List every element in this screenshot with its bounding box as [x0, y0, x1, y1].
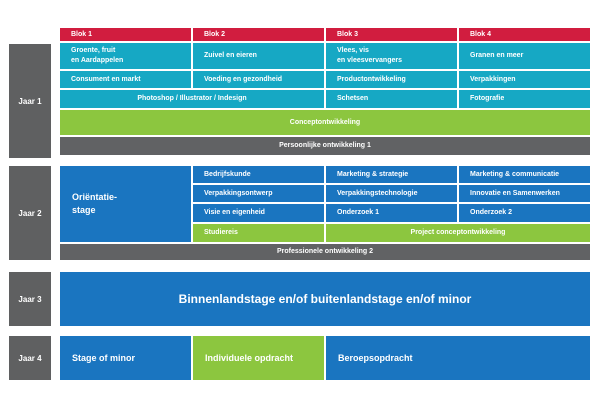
- course-studiereis: Studiereis: [193, 224, 324, 242]
- year-label-4: Jaar 4: [9, 336, 51, 380]
- course-voeding-gezondheid: Voeding en gezondheid: [193, 71, 324, 88]
- block-orientatie-stage: Oriëntatie- stage: [60, 166, 191, 242]
- bar-conceptontwikkeling: Conceptontwikkeling: [60, 110, 590, 135]
- course-verpakkingen: Verpakkingen: [459, 71, 590, 88]
- course-photoshop-illustrator-indesign: Photoshop / Illustrator / Indesign: [60, 90, 324, 108]
- block-header-2: Blok 2: [193, 28, 324, 41]
- block-header-3: Blok 3: [326, 28, 457, 41]
- course-innovatie-samenwerken: Innovatie en Samenwerken: [459, 185, 590, 202]
- course-project-conceptontwikkeling: Project conceptontwikkeling: [326, 224, 590, 242]
- course-consument-markt: Consument en markt: [60, 71, 191, 88]
- course-productontwikkeling: Productontwikkeling: [326, 71, 457, 88]
- course-onderzoek-1: Onderzoek 1: [326, 204, 457, 222]
- block-header-1: Blok 1: [60, 28, 191, 41]
- bar-professionele-ontwikkeling-2: Professionele ontwikkeling 2: [60, 244, 590, 260]
- course-zuivel: Zuivel en eieren: [193, 43, 324, 69]
- course-verpakkingstechnologie: Verpakkingstechnologie: [326, 185, 457, 202]
- course-granen: Granen en meer: [459, 43, 590, 69]
- course-vlees-vis: Vlees, vis en vleesvervangers: [326, 43, 457, 69]
- year-label-2: Jaar 2: [9, 166, 51, 260]
- bar-persoonlijke-ontwikkeling-1: Persoonlijke ontwikkeling 1: [60, 137, 590, 155]
- block-header-4: Blok 4: [459, 28, 590, 41]
- course-verpakkingsontwerp: Verpakkingsontwerp: [193, 185, 324, 202]
- year-label-3: Jaar 3: [9, 272, 51, 326]
- block-individuele-opdracht: Individuele opdracht: [193, 336, 324, 380]
- course-schetsen: Schetsen: [326, 90, 457, 108]
- course-marketing-strategie: Marketing & strategie: [326, 166, 457, 183]
- course-marketing-communicatie: Marketing & communicatie: [459, 166, 590, 183]
- block-stage-of-minor: Stage of minor: [60, 336, 191, 380]
- course-fotografie: Fotografie: [459, 90, 590, 108]
- bar-stage-minor: Binnenlandstage en/of buitenlandstage en/of minor: [60, 272, 590, 326]
- course-groente-fruit: Groente, fruit en Aardappelen: [60, 43, 191, 69]
- course-onderzoek-2: Onderzoek 2: [459, 204, 590, 222]
- course-bedrijfskunde: Bedrijfskunde: [193, 166, 324, 183]
- block-beroepsopdracht: Beroepsopdracht: [326, 336, 590, 380]
- course-visie-eigenheid: Visie en eigenheid: [193, 204, 324, 222]
- year-label-1: Jaar 1: [9, 44, 51, 158]
